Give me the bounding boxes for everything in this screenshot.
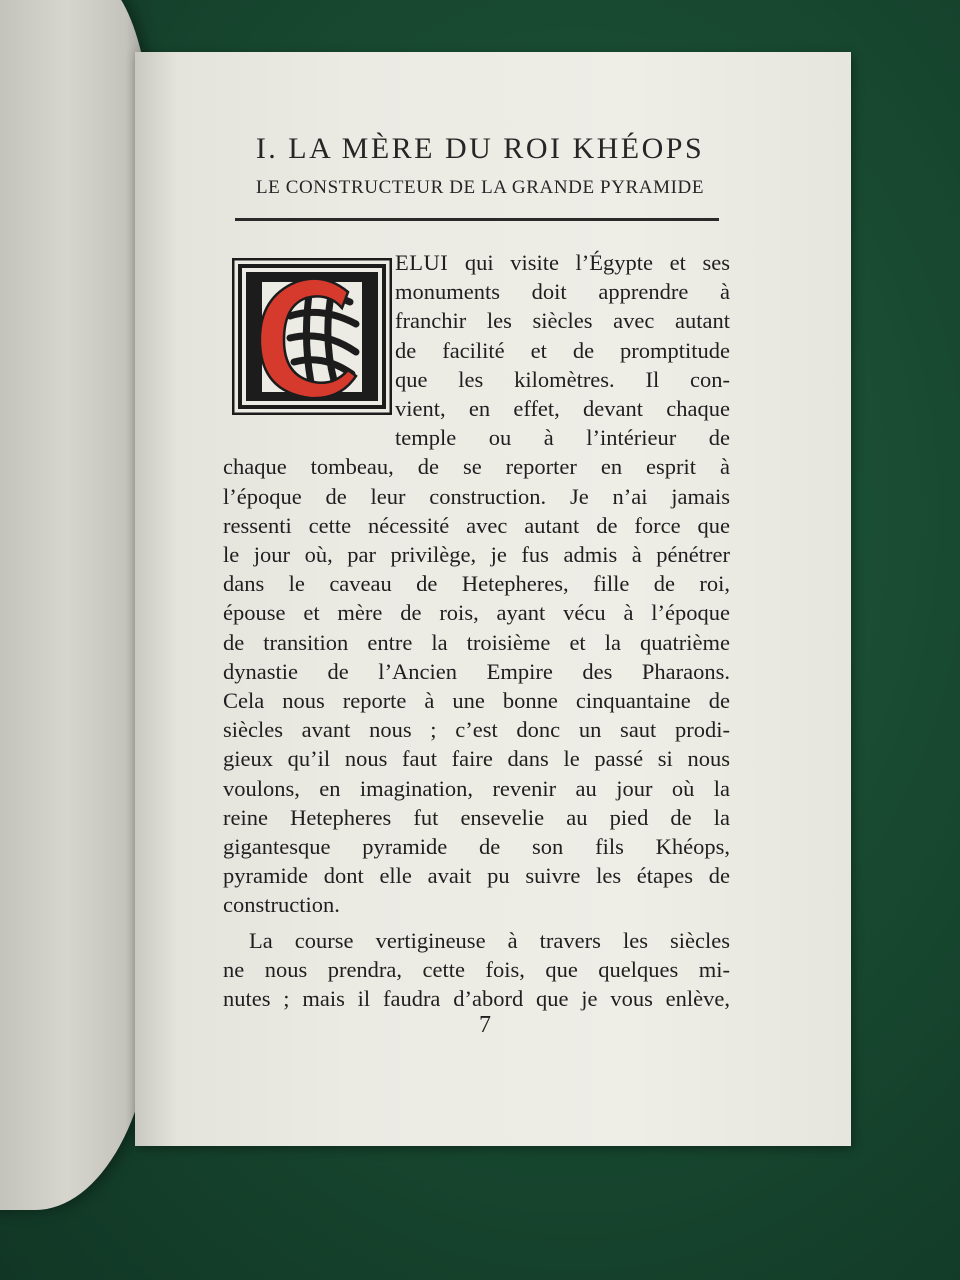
title-rule — [235, 218, 719, 221]
text-line: de facilité et de promptitude — [395, 337, 730, 363]
text-line: épouse et mère de rois, ayant vécu à l’époque — [223, 600, 730, 626]
text-line: siècles avant nous ; c’est donc un saut prodi- — [223, 717, 730, 743]
text-line: monuments doit apprendre à — [395, 279, 730, 305]
text-line: voulons, en imagination, revenir au jour où la — [223, 775, 730, 801]
chapter-subtitle: LE CONSTRUCTEUR DE LA GRANDE PYRAMIDE — [255, 177, 705, 198]
text-line: l’époque de leur construction. Je n’ai jamais — [223, 483, 730, 509]
chapter-title: I. LA MÈRE DU ROI KHÉOPS — [255, 132, 705, 165]
text-line: chaque tombeau, de se reporter en esprit à — [223, 454, 730, 480]
text-line: nutes ; mais il faudra d’abord que je vous enlève, — [223, 986, 730, 1012]
text-line: dans le caveau de Hetepheres, fille de roi, — [223, 571, 730, 597]
text-line: dynastie de l’Ancien Empire des Pharaons. — [223, 658, 730, 684]
text-line: pyramide dont elle avait pu suivre les étapes de — [223, 863, 730, 889]
text-line: construction. — [223, 892, 340, 918]
text-line: gieux qu’il nous faut faire dans le passé si nous — [223, 746, 730, 772]
text-line: reine Hetepheres fut ensevelie au pied de la — [223, 804, 730, 830]
text-line: ELUI qui visite l’Égypte et ses — [395, 250, 730, 275]
text-line: ne nous prendra, cette fois, que quelques mi- — [223, 956, 730, 982]
text-line: franchir les siècles avec autant — [395, 308, 730, 334]
body-text — [223, 248, 730, 1013]
book-page — [135, 52, 851, 1146]
text-line: temple ou à l’intérieur de — [395, 425, 730, 451]
first-word-smallcaps: ELUI — [395, 250, 449, 275]
text-line: gigantesque pyramide de son fils Khéops, — [223, 834, 730, 860]
facing-page — [0, 0, 155, 1210]
text-line: de transition entre la troisième et la quatrième — [223, 629, 730, 655]
text-line: ressenti cette nécessité avec autant de force que — [223, 512, 730, 538]
text-line: vient, en effet, devant chaque — [395, 396, 730, 422]
text-line: le jour où, par privilège, je fus admis à pénétrer — [223, 542, 730, 568]
text-line: Cela nous reporte à une bonne cinquantaine de — [223, 688, 730, 714]
text-line: que les kilomètres. Il con- — [395, 366, 730, 392]
text-line: La course vertigineuse à travers les siècles — [249, 927, 730, 953]
page-number: 7 — [479, 1012, 491, 1038]
